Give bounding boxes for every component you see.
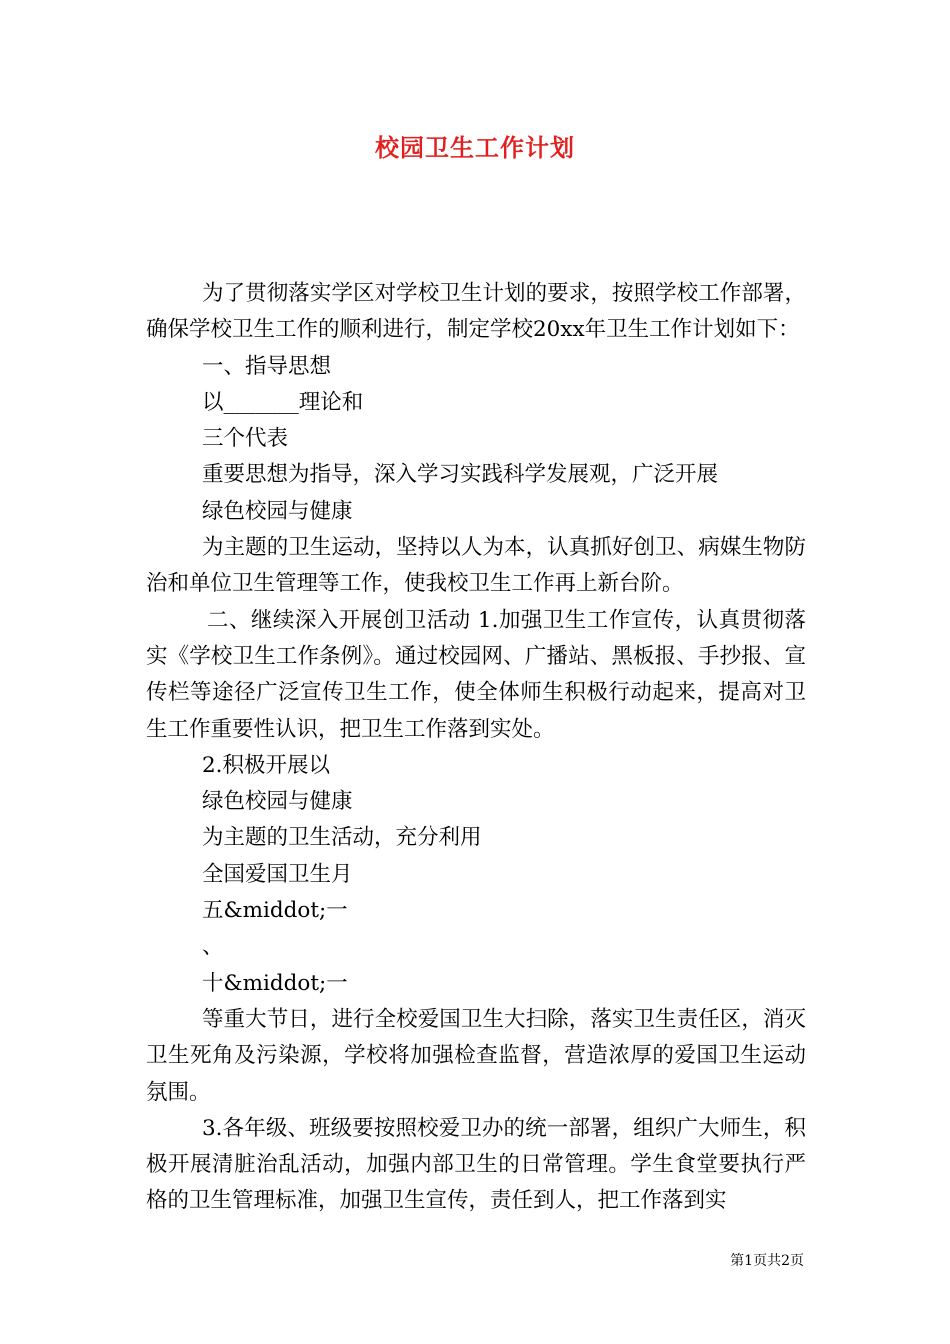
paragraph-hygiene-campaign: 为主题的卫生运动，坚持以人为本，认真抓好创卫、病媒生物防治和单位卫生管理等工作，使我校卫生工作再上新台阶。 <box>146 535 806 597</box>
paragraph-grade-classes: 3.各年级、班级要按照校爱卫办的统一部署，组织广大师生，积极开展清脏治乱活动，加强内部卫生的日常管理。学生食堂要执行严格的卫生管理标准，加强卫生宣传，责任到人，把工作落到实 <box>146 1115 806 1214</box>
page-number-footer: 第1页共2页 <box>730 1253 804 1269</box>
paragraph-line: 十&middot;一 <box>202 970 348 996</box>
paragraph-holiday-cleanup: 等重大节日，进行全校爱国卫生大扫除，落实卫生责任区，消灭卫生死角及污染源，学校将加强检查监督，营造浓厚的爱国卫生运动氛围。 <box>146 1006 806 1105</box>
document-title: 校园卫生工作计划 <box>375 133 575 162</box>
paragraph-section-two: 二、继续深入开展创卫活动 1.加强卫生工作宣传，认真贯彻落实《学校卫生工作条例》。通过校园网、广播站、黑板报、手抄报、宣传栏等途径广泛宣传卫生工作，使全体师生积极行动起来，提高对卫生工作重要性认识，把卫生工作落到实处。 <box>146 607 806 742</box>
paragraph-intro: 为了贯彻落实学区对学校卫生计划的要求，按照学校工作部署，确保学校卫生工作的顺利进行，制定学校20xx年卫生工作计划如下： <box>146 281 806 343</box>
paragraph-line: 2.积极开展以 <box>202 752 331 778</box>
paragraph-line: 、 <box>202 934 224 960</box>
paragraph-line: 绿色校园与健康 <box>202 498 353 524</box>
heading-guiding-ideology: 一、指导思想 <box>202 353 332 379</box>
paragraph-line: 重要思想为指导，深入学习实践科学发展观，广泛开展 <box>202 462 719 488</box>
paragraph-line: 以_______理论和 <box>202 389 364 415</box>
paragraph-line: 绿色校园与健康 <box>202 789 353 815</box>
paragraph-line: 五&middot;一 <box>202 898 348 924</box>
paragraph-line: 全国爱国卫生月 <box>202 861 353 887</box>
paragraph-line: 为主题的卫生活动，充分利用 <box>202 825 482 851</box>
document-body <box>146 276 806 1220</box>
paragraph-line: 三个代表 <box>202 426 289 452</box>
